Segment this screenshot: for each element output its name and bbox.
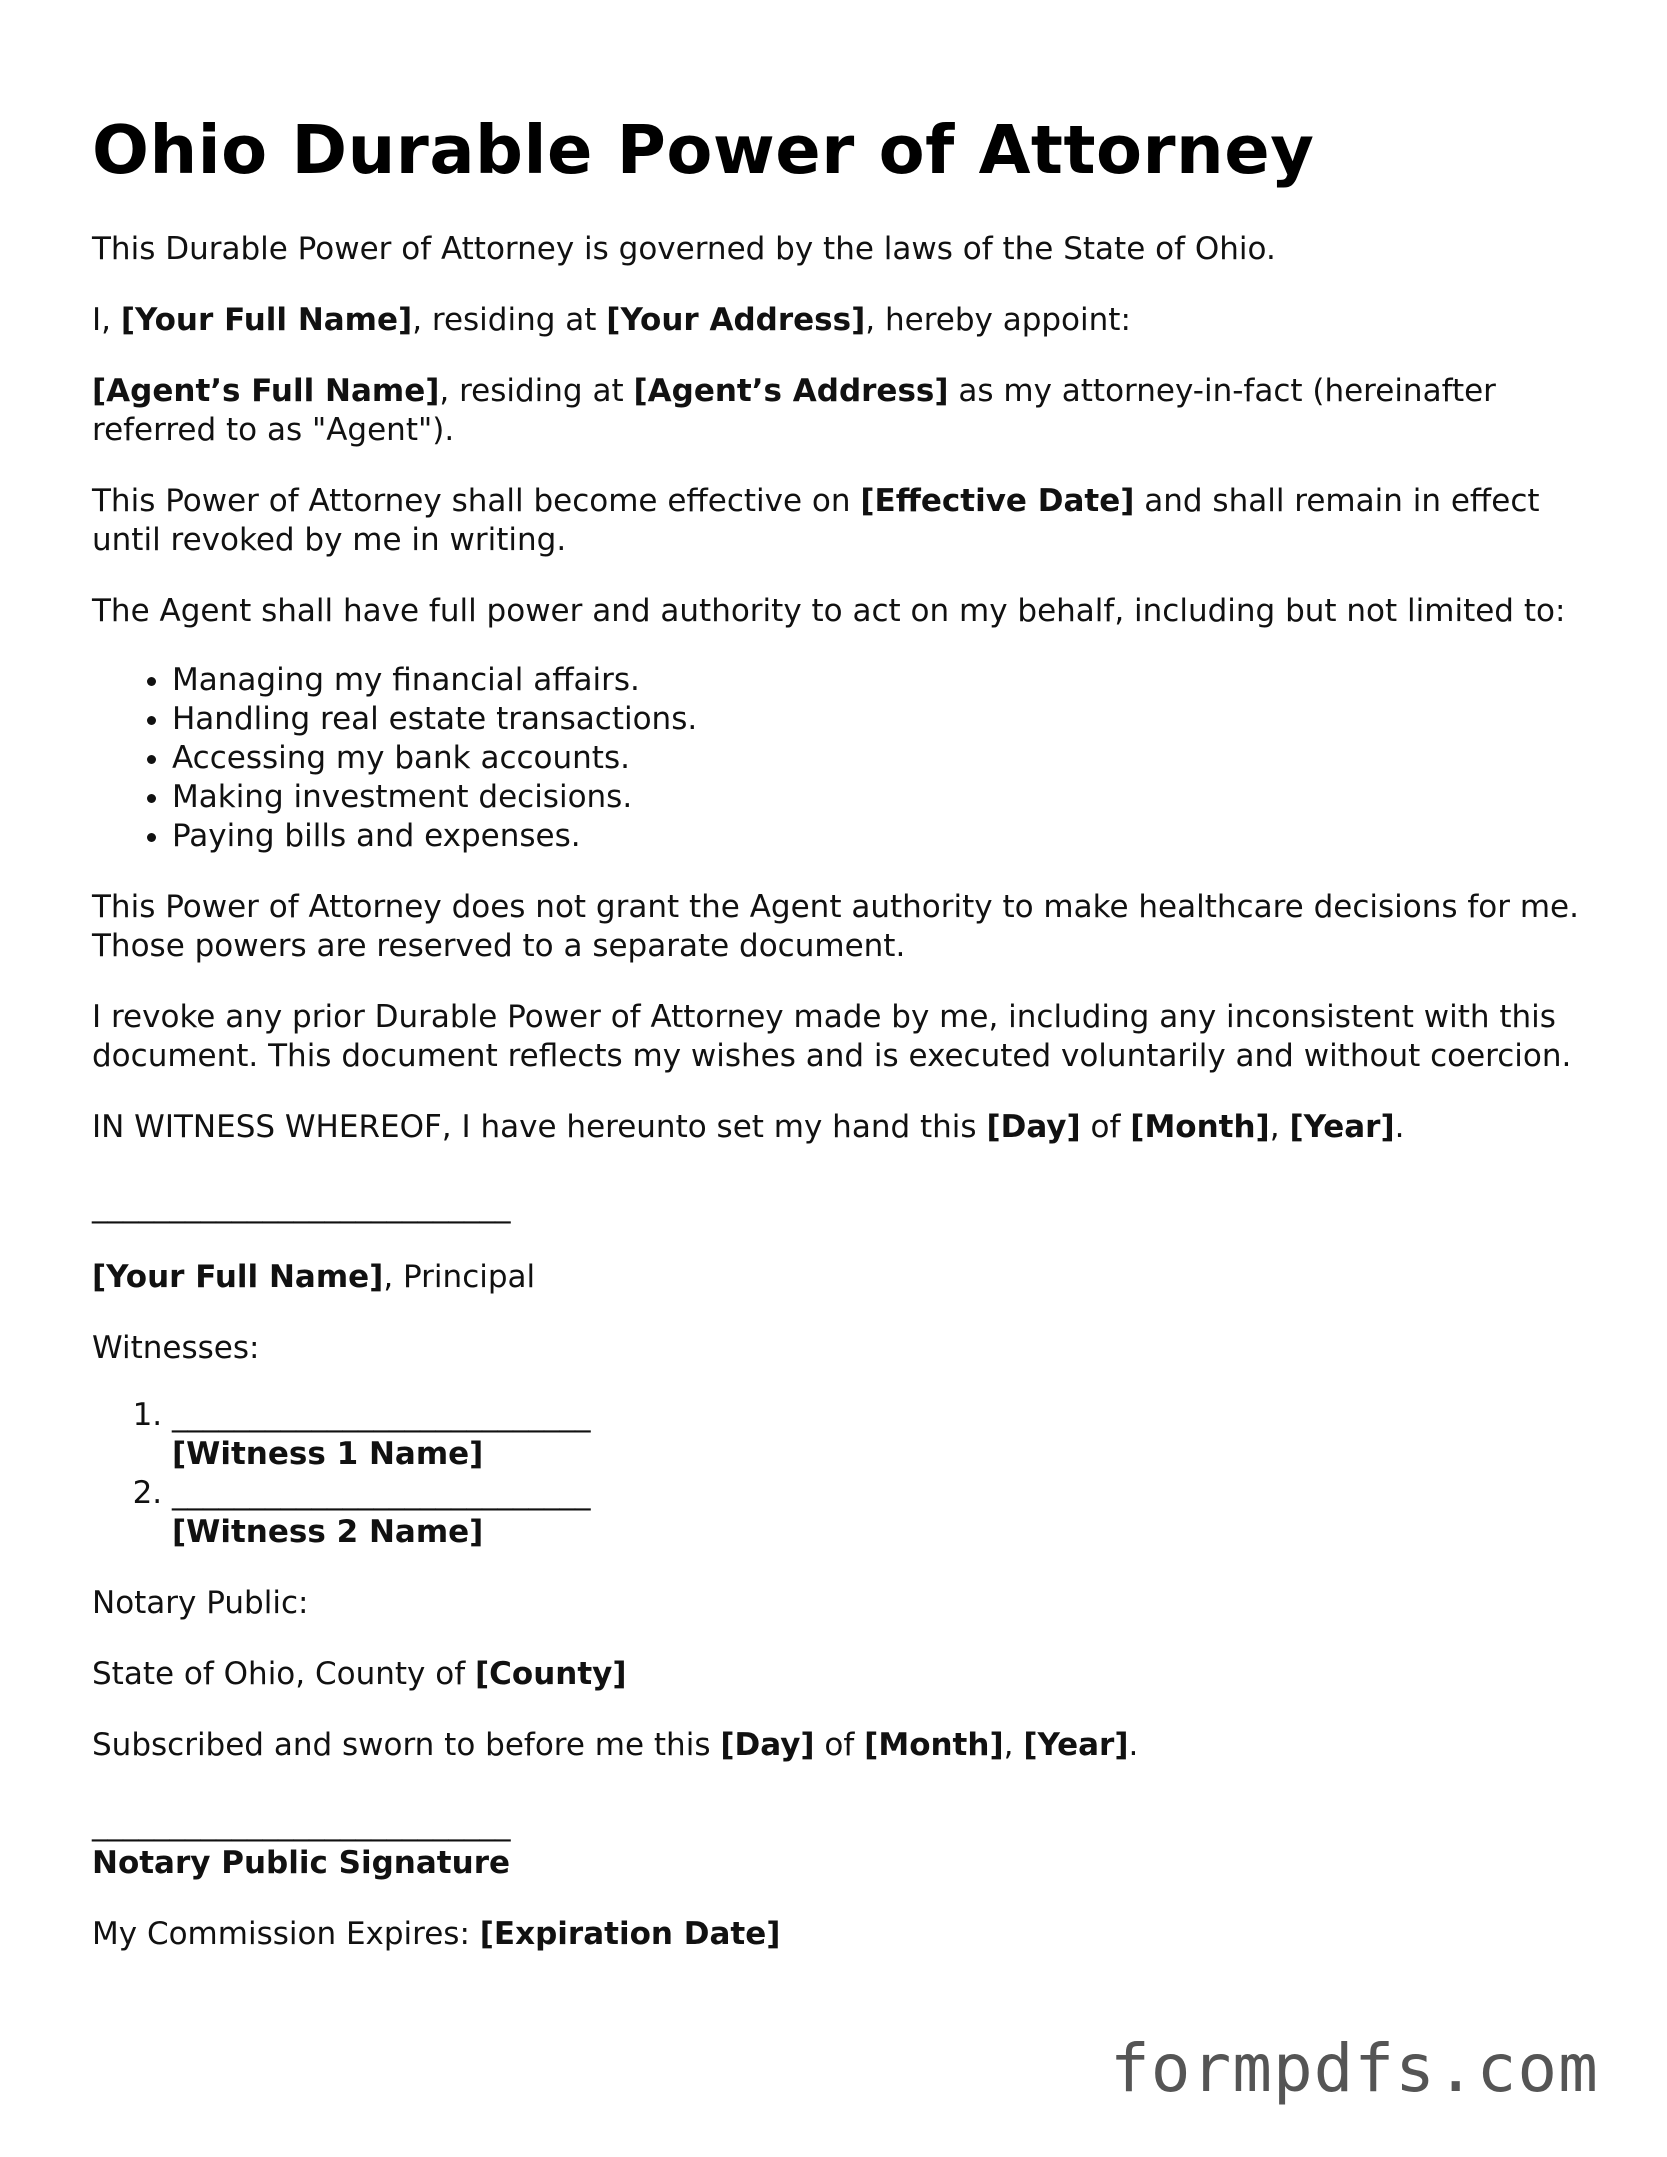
commission-paragraph: My Commission Expires: [Expiration Date] xyxy=(92,1915,781,1952)
revocation-paragraph: I revoke any prior Durable Power of Attorney made by me, including any inconsistent with this document. This document reflects my wishes and is executed voluntarily and without coercion. xyxy=(92,998,1572,1074)
effective-date-placeholder: [Effective Date] xyxy=(860,482,1135,519)
principal-name-placeholder: [Your Full Name] xyxy=(120,301,413,338)
year-placeholder: [Year] xyxy=(1289,1108,1395,1145)
notary-signature-label: Notary Public Signature xyxy=(92,1844,511,1881)
list-item: • Accessing my bank accounts. xyxy=(172,739,1592,778)
intro-paragraph: This Durable Power of Attorney is governed by the laws of the State of Ohio. xyxy=(92,230,1276,267)
list-item: • Paying bills and expenses. xyxy=(172,817,1592,856)
notary-signature-line: ___________________________ xyxy=(92,1805,511,1842)
county-placeholder: [County] xyxy=(474,1655,627,1692)
witness-signature-line: ___________________________ xyxy=(172,1396,591,1433)
list-item: • Handling real estate transactions. xyxy=(172,700,1592,739)
list-item xyxy=(172,1396,1592,1474)
agent-name-placeholder: [Agent’s Full Name] xyxy=(92,372,440,409)
month-placeholder: [Month] xyxy=(864,1726,1004,1763)
agent-address-placeholder: [Agent’s Address] xyxy=(633,372,949,409)
principal-address-placeholder: [Your Address] xyxy=(606,301,866,338)
witnesses-label: Witnesses: xyxy=(92,1329,260,1366)
day-placeholder: [Day] xyxy=(986,1108,1081,1145)
expiration-date-placeholder: [Expiration Date] xyxy=(479,1915,781,1952)
principal-signature-label: [Your Full Name], Principal xyxy=(92,1258,536,1295)
notary-sworn-paragraph: Subscribed and sworn to before me this [Day] of [Month], [Year]. xyxy=(92,1726,1139,1763)
powers-intro-paragraph: The Agent shall have full power and authority to act on my behalf, including but not limited to: xyxy=(92,592,1566,629)
list-item: • Managing my financial affairs. xyxy=(172,661,1592,700)
principal-name-placeholder: [Your Full Name] xyxy=(92,1258,384,1295)
notary-county-paragraph: State of Ohio, County of [County] xyxy=(92,1655,627,1692)
witness-name-placeholder: [Witness 1 Name] xyxy=(172,1435,484,1472)
watermark-text: formpdfs.com xyxy=(1110,2030,1599,2107)
witness-signature-line: ___________________________ xyxy=(172,1474,591,1511)
appointment-paragraph: I, [Your Full Name], residing at [Your Address], hereby appoint: xyxy=(92,301,1131,338)
year-placeholder: [Year] xyxy=(1023,1726,1129,1763)
powers-list xyxy=(92,661,1592,856)
month-placeholder: [Month] xyxy=(1130,1108,1270,1145)
document-page xyxy=(92,111,1592,1986)
witness-clause-paragraph: IN WITNESS WHEREOF, I have hereunto set my hand this [Day] of [Month], [Year]. xyxy=(92,1108,1405,1145)
notary-label: Notary Public: xyxy=(92,1584,309,1621)
list-item xyxy=(172,1474,1592,1552)
healthcare-paragraph: This Power of Attorney does not grant the Agent authority to make healthcare decisions for me. Those powers are reserved to a separate document. xyxy=(92,888,1579,964)
list-item: • Making investment decisions. xyxy=(172,778,1592,817)
witness-name-placeholder: [Witness 2 Name] xyxy=(172,1513,484,1550)
document-title: Ohio Durable Power of Attorney xyxy=(92,111,1315,189)
principal-signature-line: ___________________________ xyxy=(92,1187,511,1224)
effective-paragraph: This Power of Attorney shall become effective on [Effective Date] and shall remain in effect until revoked by me in writing. xyxy=(92,482,1540,558)
witnesses-list xyxy=(92,1396,1592,1552)
day-placeholder: [Day] xyxy=(720,1726,815,1763)
agent-paragraph: [Agent’s Full Name], residing at [Agent’s Address] as my attorney-in-fact (hereinafter referred to as "Agent"). xyxy=(92,372,1496,448)
